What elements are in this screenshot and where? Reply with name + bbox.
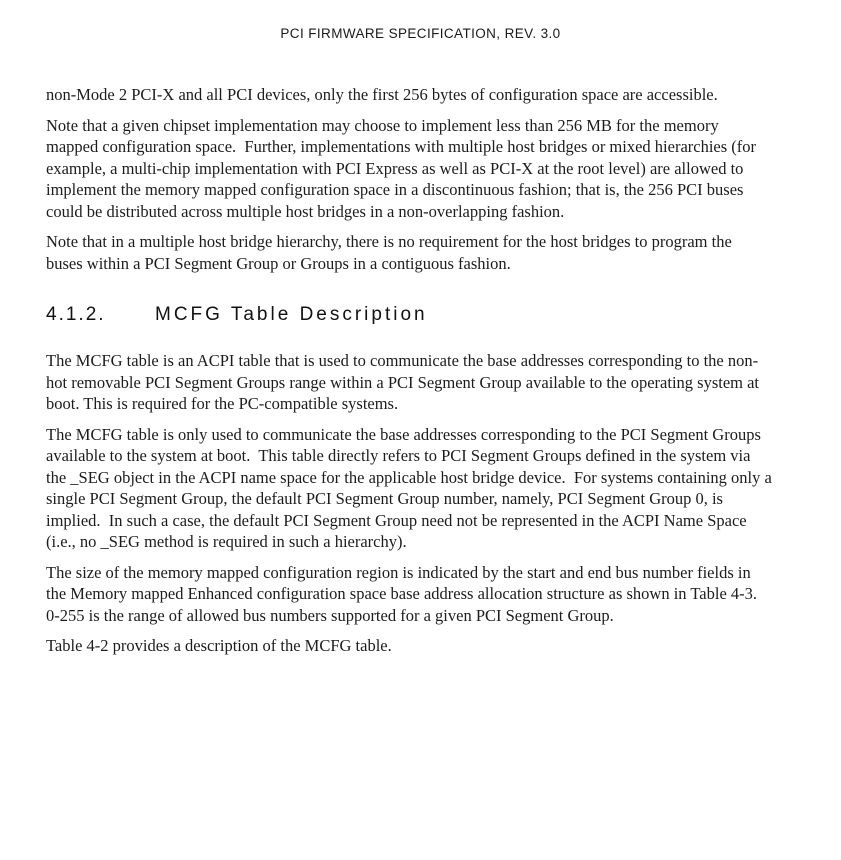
section-number: 4.1.2. xyxy=(46,304,106,325)
paragraph-mcfg-acpi-table: The MCFG table is an ACPI table that is used to communicate the base addresses corresponding to the non-hot removable PCI Segment Groups range within a PCI Segment Group available to the operating system at boot. This is required for the PC-compatible systems. xyxy=(46,351,764,413)
paragraph-chipset-implementation: Note that a given chipset implementation may choose to implement less than 256 MB for the memory mapped configuration space. Further, implementations with multiple host bridges or mixed hierarchies (for example, a multi-chip implementation with PCI Express as well as PCI-X at the root level) are allowed to implement the memory mapped configuration space in a discontinuous fashion; that is, the 256 PCI buses could be distributed across multiple host bridges in a non-overlapping fashion. xyxy=(46,115,761,221)
paragraph-multiple-host-bridge: Note that in a multiple host bridge hierarchy, there is no requirement for the host bridges to program the buses within a PCI Segment Group or Groups in a contiguous fashion. xyxy=(46,232,736,273)
section-heading xyxy=(46,304,772,326)
paragraph-mcfg-only-used: The MCFG table is only used to communicate the base addresses corresponding to the PCI Segment Groups available to the system at boot. This table directly refers to PCI Segment Groups defined in the system via the _SEG object in the ACPI name space for the applicable host bridge device. For systems containing only a single PCI Segment Group, the default PCI Segment Group number, namely, PCI Segment Group 0, is implied. In such a case, the default PCI Segment Group need not be represented in the ACPI Name Space (i.e., no _SEG method is required in such a hierarchy). xyxy=(46,424,776,551)
section-title: MCFG Table Description xyxy=(155,304,428,325)
paragraph-region-size: The size of the memory mapped configuration region is indicated by the start and end bus number fields in the Memory mapped Enhanced configuration space base address allocation structure as shown in Table 4-3. 0-255 is the range of allowed bus numbers supported for a given PCI Segment Group. xyxy=(46,562,766,625)
page-content xyxy=(0,84,776,657)
paragraph-non-mode2: non-Mode 2 PCI-X and all PCI devices, only the first 256 bytes of configuration space are accessible. xyxy=(46,85,718,104)
running-header: PCI FIRMWARE SPECIFICATION, REV. 3.0 xyxy=(280,26,561,41)
paragraph-table-4-2: Table 4-2 provides a description of the MCFG table. xyxy=(46,636,392,655)
